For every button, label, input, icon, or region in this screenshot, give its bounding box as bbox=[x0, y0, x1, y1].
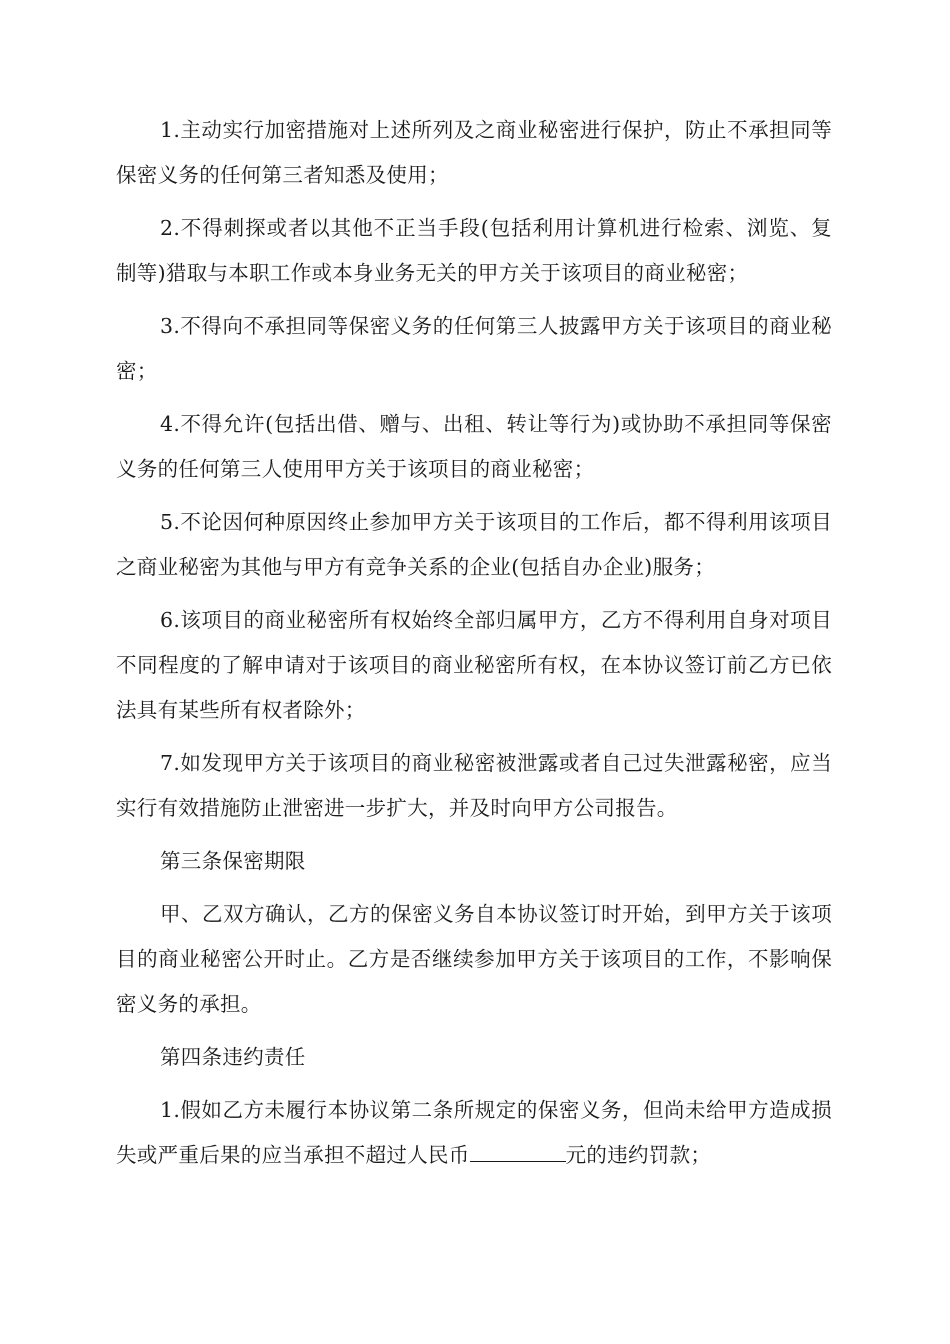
clause-item-3: 3.不得向不承担同等保密义务的任何第三人披露甲方关于该项目的商业秘密； bbox=[116, 314, 832, 383]
clause-item-6: 6.该项目的商业秘密所有权始终全部归属甲方，乙方不得利用自身对项目不同程度的了解申请对于该项目的商业秘密所有权，在本协议签订前乙方已依法具有某些所有权者除外； bbox=[116, 608, 832, 722]
clause-item-4: 4.不得允许(包括出借、赠与、出租、转让等行为)或协助不承担同等保密义务的任何第三人使用甲方关于该项目的商业秘密； bbox=[116, 412, 832, 481]
section-4-item-1 bbox=[116, 1088, 832, 1178]
amount-blank-line bbox=[470, 1139, 566, 1162]
section-3-title: 第三条保密期限 bbox=[160, 849, 306, 873]
section-3-text: 甲、乙双方确认，乙方的保密义务自本协议签订时开始，到甲方关于该项目的商业秘密公开时止。乙方是否继续参加甲方关于该项目的工作，不影响保密义务的承担。 bbox=[116, 902, 832, 1016]
clause-item-1: 1.主动实行加密措施对上述所列及之商业秘密进行保护，防止不承担同等保密义务的任何第三者知悉及使用； bbox=[116, 118, 832, 187]
section-4-title: 第四条违约责任 bbox=[160, 1045, 306, 1069]
document-page bbox=[116, 108, 832, 1186]
clause-item-5: 5.不论因何种原因终止参加甲方关于该项目的工作后，都不得利用该项目之商业秘密为其他与甲方有竞争关系的企业(包括自办企业)服务； bbox=[116, 510, 832, 579]
clause-item-2: 2.不得刺探或者以其他不正当手段(包括利用计算机进行检索、浏览、复制等)猎取与本职工作或本身业务无关的甲方关于该项目的商业秘密； bbox=[116, 216, 832, 285]
section-4-item-1-after: 元的违约罚款； bbox=[565, 1143, 712, 1167]
section-4-item-1-before: 1.假如乙方未履行本协议第二条所规定的保密义务，但尚未给甲方造成损失或严重后果的应当承担不超过人民币 bbox=[116, 1098, 832, 1167]
clause-item-7: 7.如发现甲方关于该项目的商业秘密被泄露或者自己过失泄露秘密，应当实行有效措施防止泄密进一步扩大，并及时向甲方公司报告。 bbox=[116, 751, 832, 820]
